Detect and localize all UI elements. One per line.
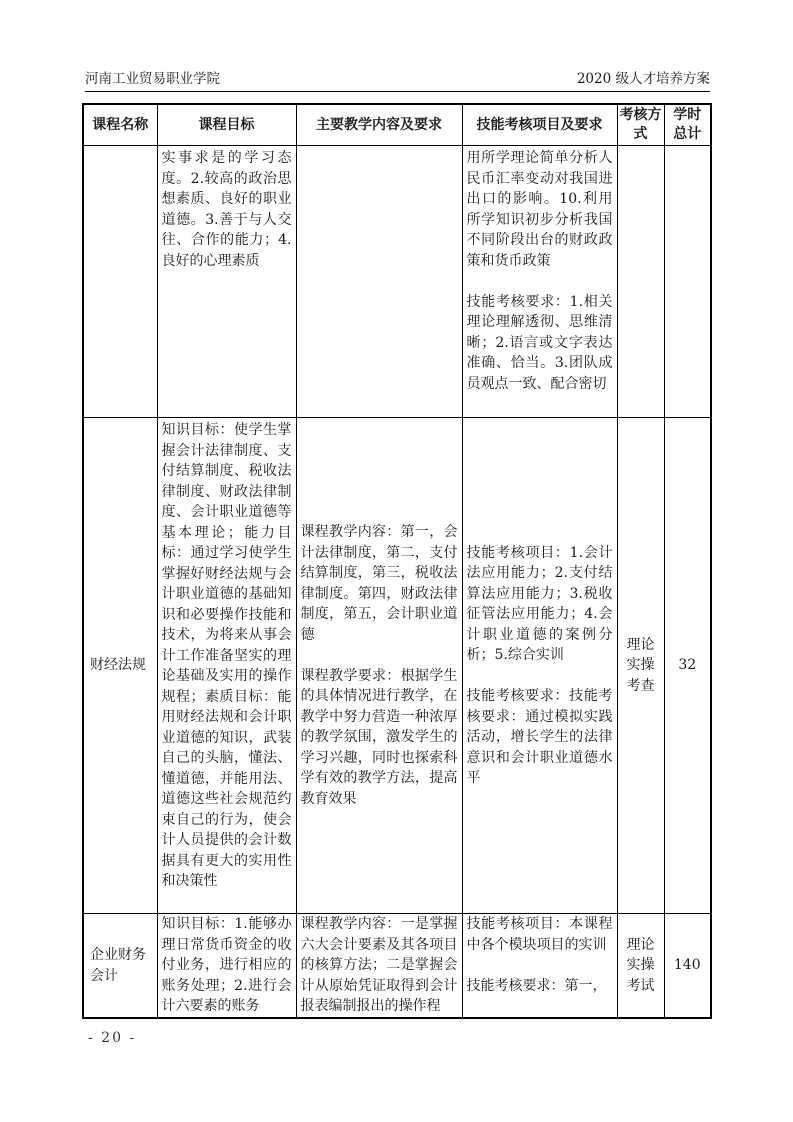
- cell-assessment-method: 理论实操考查: [617, 418, 664, 914]
- col-header-course-name: 课程名称: [83, 104, 157, 146]
- objectives-text: 知识目标：1.能够办理日常货币资金的收付业务，进行相应的账务处理；2.进行会计六要素的账务: [161, 916, 292, 1014]
- cell-skill-assessment: [462, 418, 617, 914]
- assessment-requirements-text: 技能考核要求：技能考核要求：通过模拟实践活动，增长学生的法律意识和会计职业道德水平: [466, 688, 613, 786]
- cell-course-name: [83, 146, 157, 418]
- col-header-skill-assessment: 技能考核项目及要求: [462, 104, 617, 146]
- cell-course-objectives: [157, 914, 296, 1019]
- col-header-course-objectives: 课程目标: [157, 104, 296, 146]
- cell-assessment-method: [617, 146, 664, 418]
- header-school-name: 河南工业贸易职业学院: [85, 71, 220, 87]
- cell-course-name: 财经法规: [83, 418, 157, 914]
- col-header-teaching-content: 主要教学内容及要求: [296, 104, 462, 146]
- header-plan-title: 2020 级人才培养方案: [576, 71, 710, 87]
- cell-total-hours: [664, 146, 711, 418]
- col-header-total-hours: 学时总计: [664, 104, 711, 146]
- table-row-continued: [83, 146, 711, 418]
- teaching-requirements-text: 课程教学要求：根据学生的具体情况进行教学，在教学中努力营造一种浓厚的教学氛围，激发学生的学习兴趣，同时也探索科学有效的教学方法，提高教育效果: [300, 667, 458, 807]
- cell-total-hours: 140: [664, 914, 711, 1019]
- curriculum-table: [82, 103, 712, 1019]
- teaching-content-text: 课程教学内容：一是掌握六大会计要素及其各项目的核算方法；二是掌握会计从原始凭证取得到会计报表编制报出的操作程: [300, 916, 458, 1014]
- table-header-row: [83, 104, 711, 146]
- cell-teaching-content: [296, 914, 462, 1019]
- cell-skill-assessment: [462, 146, 617, 418]
- cell-total-hours: 32: [664, 418, 711, 914]
- teaching-content-text: 课程教学内容：第一，会计法律制度，第二，支付结算制度，第三，税收法律制度。第四，财政法律制度，第五，会计职业道德: [300, 524, 458, 643]
- assessment-items-text: 用所学理论简单分析人民币汇率变动对我国进出口的影响。10.利用所学知识初步分析我国不同阶段出台的财政政策和货币政策: [466, 150, 613, 269]
- table-row-caijingfagui: [83, 418, 711, 914]
- cell-assessment-method: 理论实操考试: [617, 914, 664, 1019]
- assessment-items-text: 技能考核项目：1.会计法应用能力；2.支付结算法应用能力；3.税收征管法应用能力；4.会计职业道德的案例分析；5.综合实训: [466, 544, 613, 663]
- cell-teaching-content: [296, 418, 462, 914]
- table-row-qiyecaiwukuaiji: [83, 914, 711, 1019]
- objectives-text: 知识目标：使学生掌握会计法律制度、支付结算制度、税收法律制度、财政法律制度、会计职业道德等基本理论；能力目标：通过学习使学生掌握好财经法规与会计职业道德的基础知识和必要操作技能和技术，为将来从事会计工作准备坚实的理论基础及实用的操作规程；素质目标：能用财经法规和会计职业道德的知识，武装自己的头脑，懂法、懂道德，并能用法、道德这些社会规范约束自己的行为，使会计人员提供的会计数据具有更大的实用性和决策性: [161, 422, 292, 889]
- cell-course-objectives: [157, 146, 296, 418]
- col-header-assessment-method: 考核方式: [617, 104, 664, 146]
- running-header: [85, 71, 710, 92]
- cell-course-name: 企业财务会计: [83, 914, 157, 1019]
- assessment-requirements-text: 技能考核要求：1.相关理论理解透彻、思维清晰；2.语言或文字表达准确、恰当。3.团队成员观点一致、配合密切: [466, 293, 613, 392]
- assessment-items-text: 技能考核项目：本课程中各个模块项目的实训: [466, 916, 613, 953]
- objectives-text: 实事求是的学习态度。2.较高的政治思想素质、良好的职业道德。3.善于与人交往、合作的能力；4.良好的心理素质: [161, 150, 292, 269]
- assessment-requirements-text: 技能考核要求：第一，: [466, 977, 607, 994]
- cell-course-objectives: [157, 418, 296, 914]
- page-number: - 20 -: [88, 1030, 137, 1046]
- cell-teaching-content: [296, 146, 462, 418]
- cell-skill-assessment: [462, 914, 617, 1019]
